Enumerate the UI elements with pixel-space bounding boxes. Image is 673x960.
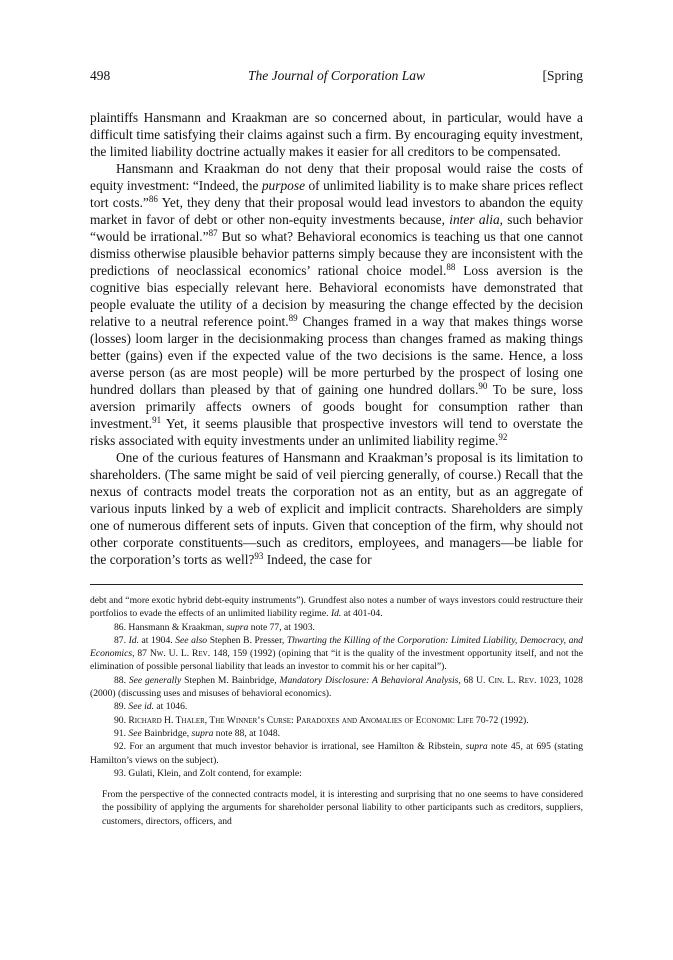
footnote-ref-92[interactable]: 92: [498, 432, 508, 442]
document-page: [90, 68, 583, 828]
footnote-ref-91[interactable]: 91: [152, 415, 162, 425]
footnote-divider: [90, 584, 583, 585]
footnotes: [90, 594, 583, 828]
footnote-ref-86[interactable]: 86: [148, 194, 158, 204]
footnote-91: 91. See Bainbridge, supra note 88, at 1048.: [114, 727, 281, 739]
footnote-86: 86. Hansmann & Kraakman, supra note 77, at 1903.: [114, 621, 315, 633]
issue-season: [Spring: [542, 68, 583, 83]
footnote-90: 90. Richard H. Thaler, The Winner’s Curse: Paradoxes and Anomalies of Economic Life 70-72 (1992).: [114, 714, 529, 726]
footnote-89: 89. See id. at 1046.: [114, 701, 188, 713]
main-text: [90, 109, 583, 568]
body-paragraph-2: Hansmann and Kraakman do not deny that their proposal would raise the costs of equity investment: “Indeed, the purpose of unlimited liability is to make share prices reflect tort costs.”$^{86}$ Yet, they deny that their proposal would lead investors to abandon the equity market in favor of debt or other non-equity investments because, inter alia, such behavior “would be irrational.”$^{87}$ But so what? Behavioral economics is teaching us that one cannot dismiss otherwise plausible behavior patterns simply because they are inconsistent with the predictions of neoclassical economics’ rational choice model.$^{88}$ Loss aversion is the cognitive bias especially relevant here. Behavioral economists have demonstrated that people evaluate the utility of a decision by measuring the change effected by the decision relative to a neutral reference point.$^{89}$ Changes framed in a way that makes things worse (losses) loom larger in the decisionmaking process than changes framed as making things better (gains) even if the expected value of the two decisions is the same. Hence, a loss averse person (as are most people) will be more perturbed by the prospect of losing one hundred dollars than pleased by that of gaining one hundred dollars.$^{90}$ To be sure, loss aversion primarily affects owners of goods bought for consumption rather than investment.$^{91}$ Yet, it seems plausible that prospective investors will tend to overstate the risks associated with equity investments under an unlimited liability regime.$^{92}$: [90, 161, 584, 448]
footnote-92: 92. For an argument that much investor behavior is irrational, see Hamilton & Ribstein, supra note 45, at 695 (stating Hamilton’s views on the subject).: [90, 741, 583, 766]
footnote-ref-93[interactable]: 93: [254, 551, 264, 561]
footnote-ref-87[interactable]: 87: [208, 228, 218, 238]
body-paragraph-1: plaintiffs Hansmann and Kraakman are so concerned about, in particular, would have a difficult time satisfying their claims against such a firm. By encouraging equity investment, the limited liability doctrine actually makes it easier for all creditors to be compensated.: [90, 110, 583, 159]
footnote-ref-88[interactable]: 88: [446, 262, 456, 272]
footnote-ref-89[interactable]: 89: [288, 313, 298, 323]
body-paragraph-3: One of the curious features of Hansmann and Kraakman’s proposal is its limitation to shareholders. (The same might be said of veil piercing generally, of course.) Recall that the nexus of contracts model treats the corporation not as an entity, but as an aggregate of various inputs linked by a web of explicit and implicit contracts. Shareholders are simply one of numerous different sets of inputs. Given that conception of the firm, why should not other corporate constituents—such as creditors, employees, and managers—be liable for the corporation’s torts as well?$^{93}$ Indeed, the case for: [90, 450, 583, 567]
footnote-ref-90[interactable]: 90: [478, 381, 488, 391]
footnote-continued: debt and “more exotic hybrid debt-equity instruments”). Grundfest also notes a number of ways investors could restructure their portfolios to evade the effects of an unlimited liability regime. Id. at 401-04.: [90, 595, 583, 620]
running-header: [90, 68, 583, 88]
footnote-87: 87. Id. at 1904. See also Stephen B. Presser, Thwarting the Killing of the Corporation: Limited Liability, Democracy, and Economics, 87 Nw. U. L. Rev. 148, 159 (1992) (opining that “it is the quality of the investment opportunity itself, and not the elimination of possible personal liability that leads an investor to commit his or her capital”).: [90, 634, 584, 673]
footnote-88: 88. See generally Stephen M. Bainbridge, Mandatory Disclosure: A Behavioral Analysis, 68 U. Cin. L. Rev. 1023, 1028 (2000) (discussing uses and misuses of behavioral economics).: [90, 674, 583, 700]
footnote-93: 93. Gulati, Klein, and Zolt contend, for example:: [114, 767, 302, 779]
page-number: 498: [90, 68, 111, 83]
block-quote: From the perspective of the connected contracts model, it is interesting and surprising that no one seems to have considered the possibility of applying the arguments for shareholder personal liability to other participants such as creditors, suppliers, customers, directors, officers, and: [102, 789, 583, 827]
journal-title: The Journal of Corporation Law: [247, 68, 426, 83]
